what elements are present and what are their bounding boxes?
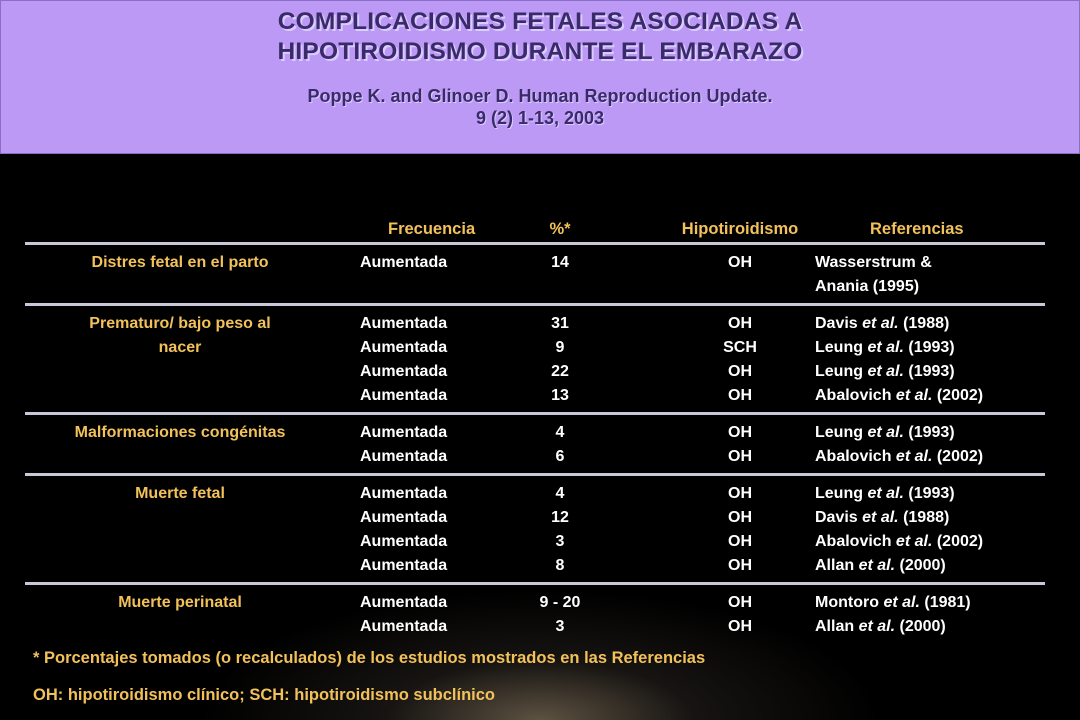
table-row (25, 482, 1045, 506)
hypothyroidism-cell: OH (728, 254, 752, 271)
reference-author: Abalovich (815, 448, 892, 465)
title-banner (0, 0, 1080, 154)
table-row (25, 530, 1045, 554)
table-group (25, 245, 1045, 306)
table-row (25, 421, 1045, 445)
frequency-cell: Aumentada (360, 315, 448, 332)
hypothyroidism-cell: OH (728, 485, 752, 502)
reference-cell (815, 482, 955, 506)
frequency-cell: Aumentada (360, 533, 448, 550)
hypothyroidism-cell: SCH (723, 339, 757, 356)
reference-year: (2002) (936, 533, 984, 550)
table-row (25, 591, 1045, 615)
reference-author: Allan (815, 557, 855, 574)
frequency-cell: Aumentada (360, 363, 448, 380)
frequency-cell: Aumentada (360, 557, 448, 574)
frequency-cell: Aumentada (360, 485, 448, 502)
reference-cell (815, 591, 971, 615)
title-line-1: COMPLICACIONES FETALES ASOCIADAS A (277, 8, 803, 35)
table-group (25, 415, 1045, 476)
reference-year: (2000) (899, 557, 946, 574)
reference-cell: Wasserstrum & (815, 254, 932, 271)
hypothyroidism-cell: OH (728, 533, 752, 550)
hypothyroidism-cell: OH (728, 448, 752, 465)
reference-cell: Anania (1995) (815, 278, 920, 295)
reference-year: (2002) (936, 448, 984, 465)
title-line-2: HIPOTIROIDISMO DURANTE EL EMBARAZO (277, 38, 803, 65)
percent-cell: 12 (551, 509, 569, 526)
table-row (25, 445, 1045, 469)
hypothyroidism-cell: OH (728, 315, 752, 332)
reference-et-al: et al. (858, 618, 896, 635)
reference-cell (815, 554, 946, 578)
reference-cell (815, 384, 983, 408)
reference-year: (1993) (908, 485, 955, 502)
citation (1, 85, 1079, 129)
frequency-cell: Aumentada (360, 387, 448, 404)
reference-author: Davis (815, 315, 858, 332)
reference-cell (815, 506, 949, 530)
table-row (25, 615, 1045, 639)
header-frecuencia: Frecuencia (388, 220, 476, 238)
reference-cell (815, 530, 983, 554)
reference-et-al: et al. (867, 424, 904, 441)
hypothyroidism-cell: OH (728, 363, 752, 380)
reference-cell (815, 312, 949, 336)
reference-cell (815, 421, 955, 445)
reference-author: Leung (815, 485, 863, 502)
reference-author: Leung (815, 363, 863, 380)
percent-cell: 4 (555, 485, 565, 502)
percent-cell: 6 (555, 448, 565, 465)
frequency-cell: Aumentada (360, 424, 448, 441)
frequency-cell: Aumentada (360, 339, 448, 356)
table-group (25, 585, 1045, 643)
citation-line-1: Poppe K. and Glinoer D. Human Reproduction Update. (307, 86, 773, 106)
reference-author: Abalovich (815, 533, 892, 550)
table-body (25, 245, 1045, 643)
hypothyroidism-cell: OH (728, 618, 752, 635)
reference-author: Montoro (815, 594, 879, 611)
reference-author: Leung (815, 424, 863, 441)
percent-cell: 3 (555, 533, 565, 550)
complication-category: Distres fetal en el parto (91, 254, 269, 271)
hypothyroidism-cell: OH (728, 509, 752, 526)
hypothyroidism-cell: OH (728, 594, 752, 611)
reference-year: (2002) (936, 387, 984, 404)
reference-cell (815, 615, 946, 639)
slide-title (1, 1, 1079, 67)
reference-et-al: et al. (883, 594, 920, 611)
table-row (25, 384, 1045, 408)
reference-cell (815, 445, 983, 469)
complication-category: Prematuro/ bajo peso al nacer (89, 315, 271, 356)
percent-cell: 8 (555, 557, 565, 574)
reference-et-al: et al. (895, 387, 933, 404)
percent-cell: 22 (551, 363, 569, 380)
complication-category: Muerte fetal (135, 485, 225, 502)
hypothyroidism-cell: OH (728, 424, 752, 441)
table-row (25, 506, 1045, 530)
reference-et-al: et al. (858, 557, 896, 574)
reference-author: Abalovich (815, 387, 892, 404)
percent-cell: 14 (551, 254, 569, 271)
reference-et-al: et al. (895, 448, 933, 465)
reference-author: Davis (815, 509, 858, 526)
percent-cell: 9 (555, 339, 565, 356)
percent-cell: 4 (555, 424, 565, 441)
header-hipotiroidismo: Hipotiroidismo (681, 220, 799, 238)
hypothyroidism-cell: OH (728, 557, 752, 574)
complication-category: Muerte perinatal (118, 594, 242, 611)
reference-year: (1981) (924, 594, 971, 611)
reference-et-al: et al. (862, 315, 899, 332)
header-percent: %* (549, 220, 571, 238)
frequency-cell: Aumentada (360, 594, 448, 611)
table-row (25, 275, 1045, 299)
hypothyroidism-cell: OH (728, 387, 752, 404)
frequency-cell: Aumentada (360, 618, 448, 635)
complication-category: Malformaciones congénitas (74, 424, 286, 441)
footnote-abbreviations: OH: hipotiroidismo clínico; SCH: hipotiroidismo subclínico (33, 686, 495, 704)
reference-year: (2000) (899, 618, 946, 635)
footnote-percentages: * Porcentajes tomados (o recalculados) de los estudios mostrados en las Referencias (33, 649, 706, 667)
frequency-cell: Aumentada (360, 509, 448, 526)
reference-et-al: et al. (895, 533, 933, 550)
percent-cell: 3 (555, 618, 565, 635)
table-row (25, 336, 1045, 360)
table-row (25, 251, 1045, 275)
table-row (25, 554, 1045, 578)
table-group (25, 306, 1045, 415)
percent-cell: 9 - 20 (539, 594, 581, 611)
frequency-cell: Aumentada (360, 448, 448, 465)
table-row (25, 360, 1045, 384)
reference-year: (1993) (908, 339, 955, 356)
reference-year: (1993) (908, 424, 955, 441)
reference-author: Leung (815, 339, 863, 356)
reference-author: Allan (815, 618, 855, 635)
reference-year: (1988) (903, 509, 950, 526)
reference-et-al: et al. (862, 509, 899, 526)
frequency-cell: Aumentada (360, 254, 448, 271)
reference-cell (815, 360, 955, 384)
percent-cell: 31 (551, 315, 569, 332)
reference-year: (1988) (903, 315, 950, 332)
complications-table (25, 216, 1045, 643)
reference-et-al: et al. (867, 363, 904, 380)
reference-cell (815, 336, 955, 360)
table-group (25, 476, 1045, 585)
percent-cell: 13 (551, 387, 569, 404)
table-header-row (25, 216, 1045, 245)
header-referencias: Referencias (870, 220, 964, 238)
citation-line-2: 9 (2) 1-13, 2003 (475, 108, 605, 128)
reference-year: (1993) (908, 363, 955, 380)
reference-et-al: et al. (867, 339, 904, 356)
reference-et-al: et al. (867, 485, 904, 502)
table-row (25, 312, 1045, 336)
